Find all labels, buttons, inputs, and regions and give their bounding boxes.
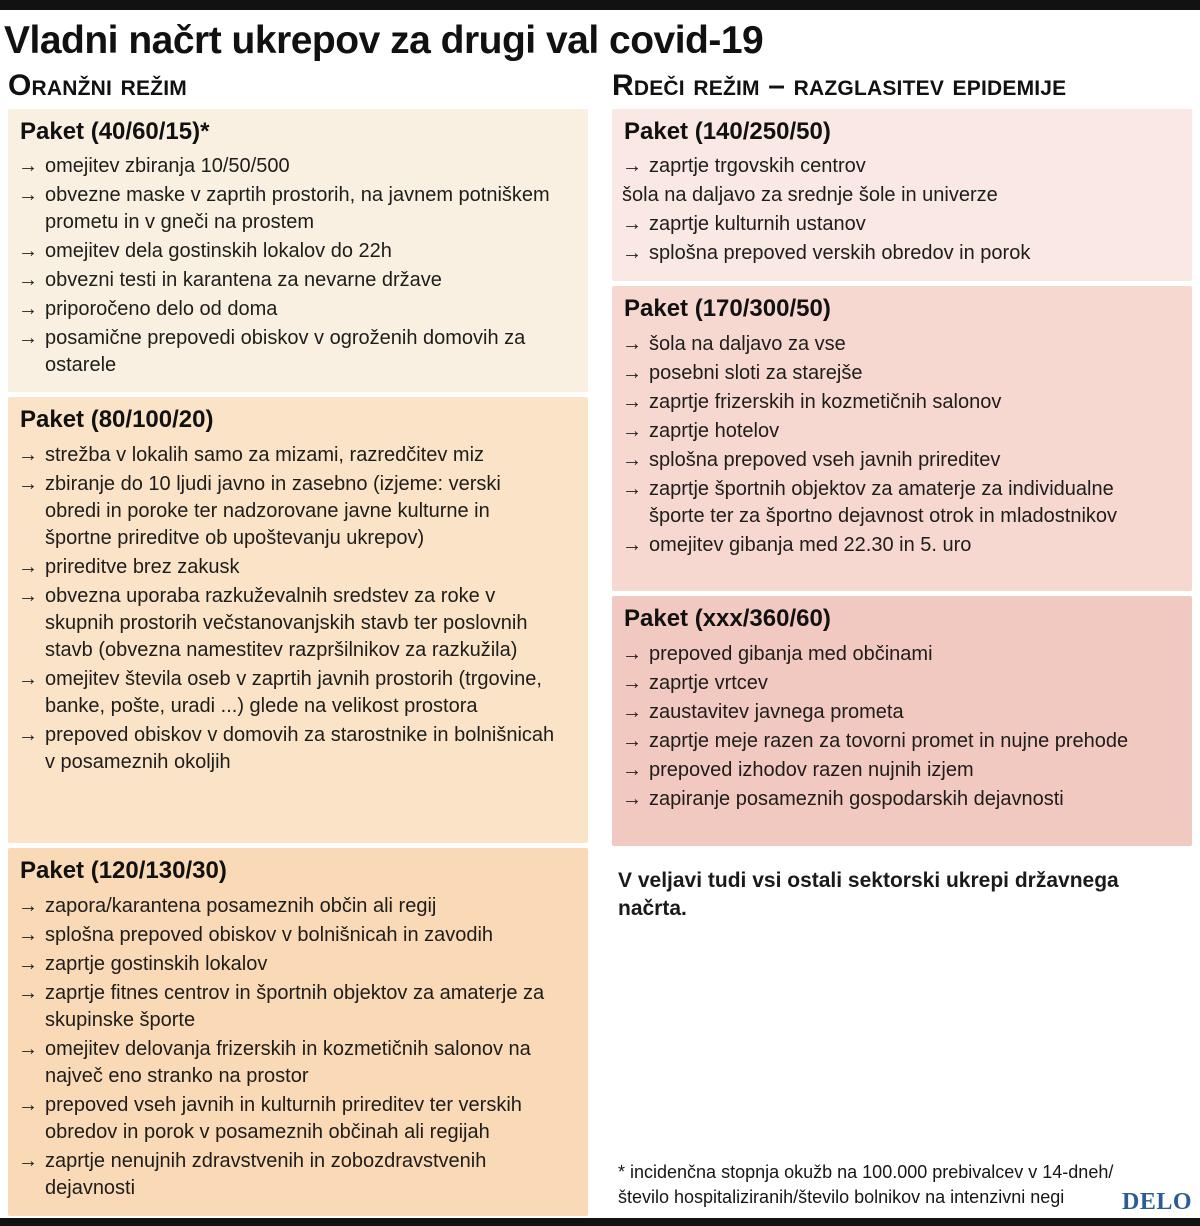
arrow-icon: → bbox=[18, 585, 38, 607]
measure-item bbox=[18, 153, 558, 180]
arrow-icon: → bbox=[622, 534, 642, 557]
arrow-icon: → bbox=[18, 724, 38, 746]
measure-text: splošna prepoved vseh javnih prireditev bbox=[649, 449, 1001, 472]
measure-text: posamične prepovedi obiskov v ogroženih domovih za ostarele bbox=[45, 327, 526, 377]
measure-list bbox=[622, 641, 1162, 813]
footnote-line-1: * incidenčna stopnja okužb na 100.000 prebivalcev v 14-dneh/ bbox=[618, 1162, 1114, 1182]
measure-item bbox=[18, 238, 558, 265]
measure-item bbox=[622, 418, 1162, 445]
arrow-icon: → bbox=[622, 478, 642, 501]
measure-list bbox=[18, 893, 558, 1202]
measure-text: omejitev dela gostinskih lokalov do 22h bbox=[45, 240, 392, 263]
arrow-icon: → bbox=[18, 895, 38, 917]
measure-text: zaprtje nenujnih zdravstvenih in zobozdravstvenih dejavnosti bbox=[45, 1150, 487, 1199]
footer-area bbox=[612, 1160, 1192, 1218]
measure-list bbox=[18, 153, 558, 379]
arrow-icon: → bbox=[622, 730, 642, 753]
arrow-icon: → bbox=[18, 444, 38, 466]
red-box-paket-170-300-50 bbox=[612, 286, 1192, 591]
arrow-icon: → bbox=[18, 298, 38, 321]
red-box-paket-140-250-50 bbox=[612, 109, 1192, 282]
red-regime-header: Rdeči režim – razglasitev epidemije bbox=[612, 68, 1067, 102]
arrow-icon: → bbox=[622, 420, 642, 443]
sector-measures-note: V veljavi tudi vsi ostali sektorski ukrepi državnega načrta. bbox=[618, 869, 1119, 920]
arrow-icon: → bbox=[18, 1038, 38, 1060]
measure-text: strežba v lokalih samo za mizami, razredčitev miz bbox=[45, 444, 485, 466]
measure-item bbox=[18, 722, 558, 776]
paket-title: Paket (40/60/15)* bbox=[20, 117, 210, 145]
arrow-icon: → bbox=[18, 327, 38, 350]
measure-list bbox=[622, 153, 1162, 267]
measure-text: prepoved izhodov razen nujnih izjem bbox=[649, 759, 974, 782]
measure-item bbox=[18, 922, 558, 949]
measure-list bbox=[622, 331, 1162, 559]
measure-text: zaprtje trgovskih centrov bbox=[649, 155, 866, 178]
measure-text: omejitev delovanja frizerskih in kozmetičnih salonov na največ eno stranko na prostor bbox=[45, 1038, 531, 1087]
measure-text: zaustavitev javnega prometa bbox=[649, 701, 904, 724]
orange-box-paket-80-100-20 bbox=[8, 397, 588, 843]
measure-item bbox=[622, 447, 1162, 474]
arrow-icon: → bbox=[18, 184, 38, 207]
orange-box-paket-40-60-15 bbox=[8, 109, 588, 393]
measure-item bbox=[622, 786, 1162, 813]
page-title: Vladni načrt ukrepov za drugi val covid-19 bbox=[4, 19, 764, 62]
measure-text: zapiranje posameznih gospodarskih dejavnosti bbox=[649, 788, 1064, 811]
measure-item bbox=[18, 1092, 558, 1146]
arrow-icon: → bbox=[622, 759, 642, 782]
arrow-icon: → bbox=[18, 269, 38, 292]
arrow-icon: → bbox=[622, 362, 642, 385]
measure-text: šola na daljavo za srednje šole in univerze bbox=[622, 184, 998, 207]
measure-item bbox=[18, 182, 558, 236]
paket-title: Paket (120/130/30) bbox=[20, 857, 227, 885]
measure-text: obvezne maske v zaprtih prostorih, na javnem potniškem prometu in v gneči na prostem bbox=[45, 184, 550, 234]
measure-item bbox=[18, 951, 558, 978]
arrow-icon: → bbox=[622, 333, 642, 356]
measure-item bbox=[18, 583, 558, 664]
red-box-paket-xxx-360-60 bbox=[612, 596, 1192, 846]
measure-item bbox=[622, 670, 1162, 697]
measure-item bbox=[622, 532, 1162, 559]
measure-item bbox=[622, 757, 1162, 784]
arrow-icon: → bbox=[622, 155, 642, 178]
arrow-icon: → bbox=[622, 391, 642, 414]
paket-title: Paket (80/100/20) bbox=[20, 406, 214, 434]
measure-item bbox=[18, 980, 558, 1034]
arrow-icon: → bbox=[18, 240, 38, 263]
arrow-icon: → bbox=[18, 473, 38, 495]
measure-item bbox=[622, 728, 1162, 755]
arrow-icon: → bbox=[18, 982, 38, 1004]
measure-text: omejitev zbiranja 10/50/500 bbox=[45, 155, 290, 178]
measure-item bbox=[18, 893, 558, 920]
arrow-icon: → bbox=[622, 788, 642, 811]
measure-text: zaprtje vrtcev bbox=[649, 672, 768, 695]
measure-item bbox=[18, 296, 558, 323]
measure-text: zaprtje kulturnih ustanov bbox=[649, 213, 866, 236]
measure-item bbox=[18, 1036, 558, 1090]
arrow-icon: → bbox=[622, 701, 642, 724]
measure-item bbox=[18, 1148, 558, 1202]
measure-text: priporočeno delo od doma bbox=[45, 298, 278, 321]
measure-text: prepoved gibanja med občinami bbox=[649, 643, 933, 666]
measure-text: prireditve brez zakusk bbox=[45, 556, 240, 578]
measure-item bbox=[622, 240, 1162, 267]
orange-box-paket-120-130-30 bbox=[8, 848, 588, 1216]
paket-title: Paket (140/250/50) bbox=[624, 117, 831, 145]
arrow-icon: → bbox=[622, 643, 642, 666]
arrow-icon: → bbox=[18, 155, 38, 178]
arrow-icon: → bbox=[622, 213, 642, 236]
measure-item bbox=[18, 267, 558, 294]
measure-item bbox=[622, 476, 1162, 530]
measure-item bbox=[622, 360, 1162, 387]
delo-logo: DELO bbox=[1121, 1189, 1192, 1215]
paket-title: Paket (170/300/50) bbox=[624, 295, 831, 323]
column-orange-regime bbox=[8, 67, 588, 1218]
measure-text: zaprtje fitnes centrov in športnih objektov za amaterje za skupinske športe bbox=[45, 982, 545, 1031]
arrow-icon: → bbox=[18, 1150, 38, 1172]
measure-text: omejitev gibanja med 22.30 in 5. uro bbox=[649, 534, 972, 557]
arrow-icon: → bbox=[18, 924, 38, 946]
columns-wrapper bbox=[0, 67, 1200, 1218]
measure-text: prepoved obiskov v domovih za starostnike in bolnišnicah v posameznih okoljih bbox=[45, 724, 555, 773]
measure-text: splošna prepoved verskih obredov in porok bbox=[649, 242, 1031, 265]
measure-item-no-arrow bbox=[622, 182, 1162, 209]
measure-item bbox=[18, 325, 558, 379]
footnote bbox=[618, 1160, 1148, 1210]
measure-text: zaprtje frizerskih in kozmetičnih salonov bbox=[649, 391, 1002, 414]
measure-item bbox=[622, 211, 1162, 238]
measure-text: zaprtje hotelov bbox=[649, 420, 780, 443]
column-red-regime bbox=[612, 67, 1192, 1218]
measure-item bbox=[622, 641, 1162, 668]
measure-item bbox=[18, 666, 558, 720]
measure-text: prepoved vseh javnih in kulturnih prireditev ter verskih obredov in porok v posameznih občinah ali regijah bbox=[45, 1094, 522, 1143]
measure-text: šola na daljavo za vse bbox=[649, 333, 846, 356]
measure-item bbox=[18, 442, 558, 469]
paket-title: Paket (xxx/360/60) bbox=[624, 605, 831, 633]
measure-text: zaprtje športnih objektov za amaterje za individualne športe ter za športno dejavnost otrok in mladostnikov bbox=[649, 478, 1118, 528]
bottom-rule bbox=[0, 1218, 1200, 1226]
measure-item bbox=[622, 331, 1162, 358]
top-rule bbox=[0, 0, 1200, 10]
arrow-icon: → bbox=[18, 556, 38, 578]
orange-regime-header: Oranžni režim bbox=[8, 68, 187, 102]
measure-list bbox=[18, 442, 558, 776]
measure-text: zaprtje meje razen za tovorni promet in nujne prehode bbox=[649, 730, 1129, 753]
measure-item bbox=[18, 471, 558, 552]
measure-item bbox=[622, 153, 1162, 180]
arrow-icon: → bbox=[18, 1094, 38, 1116]
arrow-icon: → bbox=[622, 672, 642, 695]
measure-text: zaprtje gostinskih lokalov bbox=[45, 953, 268, 975]
arrow-icon: → bbox=[18, 668, 38, 690]
measure-text: splošna prepoved obiskov v bolnišnicah in zavodih bbox=[45, 924, 494, 946]
measure-item bbox=[622, 699, 1162, 726]
measure-item bbox=[622, 389, 1162, 416]
arrow-icon: → bbox=[622, 242, 642, 265]
arrow-icon: → bbox=[622, 449, 642, 472]
measure-text: posebni sloti za starejše bbox=[649, 362, 863, 385]
measure-text: obvezna uporaba razkuževalnih sredstev za roke v skupnih prostorih večstanovanjskih stavb ter poslovnih stavb (obvezna namestitev razpršilnikov za razkužila) bbox=[45, 585, 528, 661]
arrow-icon: → bbox=[18, 953, 38, 975]
footnote-line-2: število hospitaliziranih/število bolnikov na intenzivni negi bbox=[618, 1187, 1065, 1207]
measure-text: omejitev števila oseb v zaprtih javnih prostorih (trgovine, banke, pošte, uradi ...) glede na velikost prostora bbox=[45, 668, 542, 717]
measure-text: obvezni testi in karantena za nevarne države bbox=[45, 269, 442, 292]
measure-text: zbiranje do 10 ljudi javno in zasebno (izjeme: verski obredi in poroke ter nadzorovane javne kulturne in športne prireditve ob upoštevanju ukrepov) bbox=[45, 473, 501, 549]
measure-item bbox=[18, 554, 558, 581]
measure-text: zapora/karantena posameznih občin ali regij bbox=[45, 895, 437, 917]
